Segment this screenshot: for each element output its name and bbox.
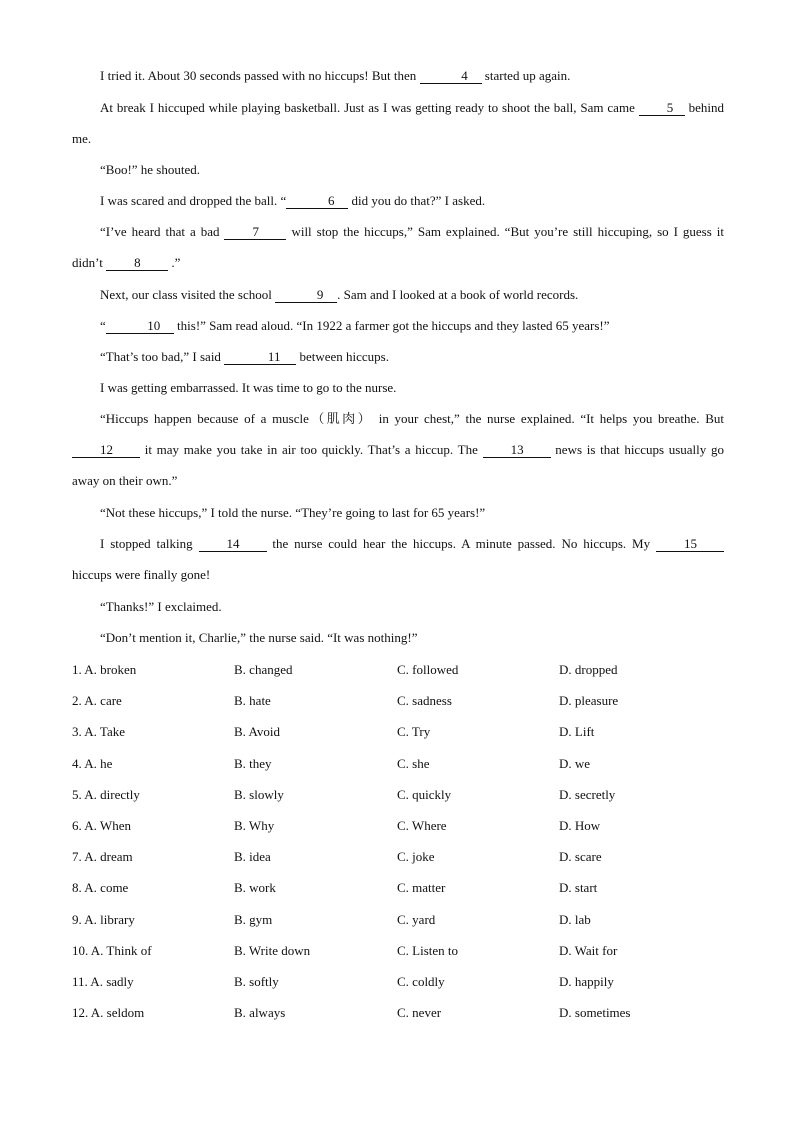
question-row-11 [72, 966, 724, 997]
passage-paragraph-12: I stopped talking 14 the nurse could hear the hiccups. A minute passed. No hiccups. My 15 hiccups were finally gone! [72, 528, 724, 590]
passage-paragraph-13: “Thanks!” I exclaimed. [100, 599, 222, 614]
passage-paragraph-2: At break I hiccuped while playing basketball. Just as I was getting ready to shoot the ball, Sam came 5 behind me. [72, 100, 724, 146]
option-c: C. joke [397, 849, 435, 865]
question-row-9 [72, 904, 724, 935]
option-d: D. secretly [559, 786, 616, 802]
option-c: C. Where [397, 817, 447, 833]
blank-13: 13 [483, 442, 551, 458]
question-row-6 [72, 810, 724, 841]
option-c: C. sadness [397, 693, 452, 709]
passage-paragraph-9: I was getting embarrassed. It was time to go to the nurse. [100, 380, 397, 395]
option-b: B. changed [234, 662, 293, 677]
question-row-5 [72, 779, 724, 810]
option-b: B. Why [234, 817, 275, 833]
option-a: 12. A. seldom [72, 1005, 145, 1021]
blank-4: 4 [420, 68, 482, 84]
option-b: B. always [234, 1005, 286, 1021]
option-c: C. quickly [397, 786, 452, 802]
option-b: B. work [234, 880, 276, 896]
passage-paragraph-5: “I’ve heard that a bad 7 will stop the hiccups,” Sam explained. “But you’re still hiccuping, so I guess it didn’t 8 .” [72, 224, 724, 270]
blank-12: 12 [72, 442, 140, 458]
option-a: 8. A. come [72, 880, 129, 896]
passage-paragraph-10: “Hiccups happen because of a muscle（肌肉） in your chest,” the nurse explained. “It helps you breathe. But 12 it may make you take in air too quickly. That’s a hiccup. The 13 news is that hiccups usually go away on their own.” [72, 411, 724, 488]
question-row-3 [72, 716, 724, 747]
passage-paragraph-4: I was scared and dropped the ball. “ 6 did you do that?” I asked. [100, 193, 486, 208]
option-d: D. lab [559, 911, 591, 927]
question-row-10 [72, 935, 724, 966]
option-a: 9. A. library [72, 911, 135, 927]
option-a: 1. A. broken [72, 662, 137, 677]
option-b: B. idea [234, 849, 271, 865]
option-b: B. they [234, 755, 272, 771]
option-a: 11. A. sadly [72, 973, 134, 989]
passage-paragraph-7: “ 10 this!” Sam read aloud. “In 1922 a farmer got the hiccups and they lasted 65 years!” [100, 318, 610, 333]
option-c: C. matter [397, 880, 446, 896]
option-c: C. coldly [397, 973, 445, 989]
option-a: 7. A. dream [72, 849, 133, 865]
option-c: C. Listen to [397, 942, 459, 958]
option-b: B. gym [234, 911, 273, 927]
option-b: B. hate [234, 693, 271, 709]
option-c: C. followed [397, 662, 459, 677]
blank-9: 9 [275, 287, 337, 303]
option-d: D. How [559, 817, 601, 833]
blank-6: 6 [286, 193, 348, 209]
passage-paragraph-6: Next, our class visited the school 9 . Sam and I looked at a book of world records. [100, 287, 579, 302]
answer-options [72, 654, 724, 1028]
option-b: B. softly [234, 973, 279, 989]
option-d: D. we [559, 755, 591, 771]
question-row-8 [72, 872, 724, 903]
passage-paragraph-1: I tried it. About 30 seconds passed with no hiccups! But then 4 started up again. [100, 68, 571, 83]
option-d: D. pleasure [559, 693, 619, 709]
option-c: C. never [397, 1005, 442, 1021]
option-a: 6. A. When [72, 817, 131, 833]
blank-8: 8 [106, 255, 168, 271]
passage-paragraph-11: “Not these hiccups,” I told the nurse. “They’re going to last for 65 years!” [100, 505, 486, 520]
option-d: D. sometimes [559, 1005, 631, 1021]
option-d: D. start [559, 880, 598, 896]
option-b: B. Write down [234, 942, 311, 958]
option-a: 4. A. he [72, 755, 113, 771]
passage-paragraph-8: “That’s too bad,” I said 11 between hiccups. [100, 349, 389, 364]
blank-7: 7 [224, 224, 286, 240]
option-a: 2. A. care [72, 693, 122, 709]
blank-10: 10 [106, 318, 174, 334]
passage-paragraph-3: “Boo!” he shouted. [100, 162, 201, 177]
option-a: 3. A. Take [72, 724, 126, 740]
question-row-12 [72, 997, 724, 1028]
option-d: D. Lift [559, 724, 595, 740]
question-row-4 [72, 748, 724, 779]
question-row-2 [72, 685, 724, 716]
question-row-1 [72, 654, 724, 685]
passage-paragraph-14: “Don’t mention it, Charlie,” the nurse said. “It was nothing!” [100, 630, 418, 645]
blank-5: 5 [639, 100, 685, 116]
option-a: 10. A. Think of [72, 942, 152, 958]
option-b: B. slowly [234, 786, 284, 802]
option-d: D. scare [559, 849, 602, 865]
option-b: B. Avoid [234, 724, 280, 740]
blank-11: 11 [224, 349, 296, 365]
option-d: D. Wait for [559, 942, 618, 958]
question-row-7 [72, 841, 724, 872]
option-a: 5. A. directly [72, 786, 140, 802]
option-d: D. happily [559, 973, 614, 989]
blank-14: 14 [199, 536, 267, 552]
option-c: C. yard [397, 911, 436, 927]
option-c: C. she [397, 755, 430, 771]
option-c: C. Try [397, 724, 431, 740]
blank-15: 15 [656, 536, 724, 552]
option-d: D. dropped [559, 662, 618, 677]
